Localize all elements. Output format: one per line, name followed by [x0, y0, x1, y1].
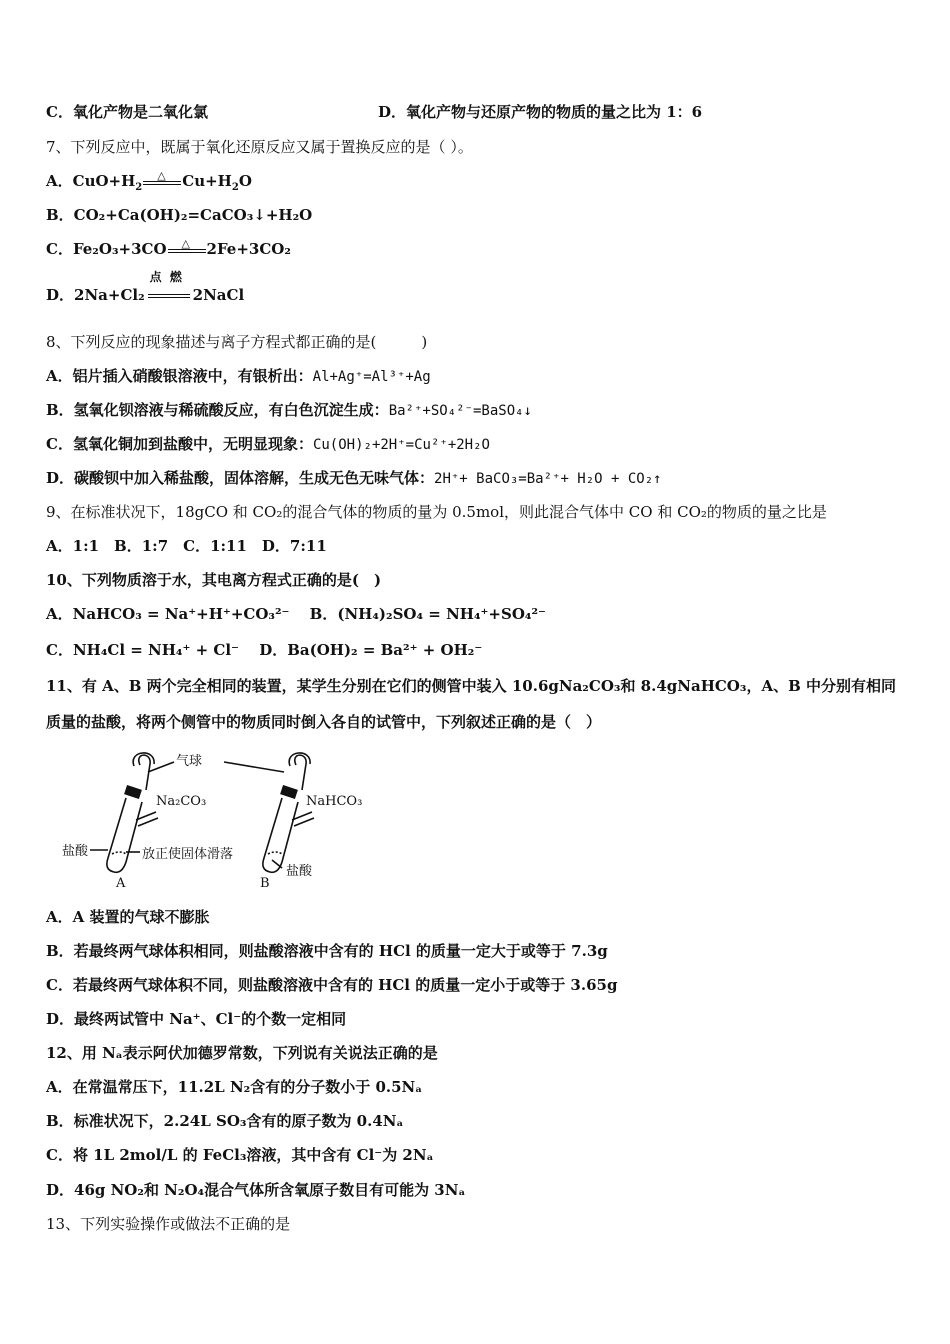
heat-condition: △ [168, 243, 206, 257]
question-7: 7、下列反应中，既属于氧化还原反应又属于置换反应的是（ ）。 [46, 138, 473, 156]
option-7c: C．Fe₂O₃+3CO △ 2Fe+3CO₂ [46, 237, 291, 258]
question-13: 13、下列实验操作或做法不正确的是 [46, 1215, 291, 1233]
tilt-label: 放正使固体滑落 [142, 847, 234, 862]
option-12d: D．46g NO₂和 N₂O₄混合气体所含氧原子数目有可能为 3Nₐ [46, 1181, 466, 1199]
acid-label-right: 盐酸 [286, 864, 313, 879]
question-11-line1: 11、有 A、B 两个完全相同的装置，某学生分别在它们的侧管中装入 10.6gNa₂CO₃和 8.4gNaHCO₃，A、B 中分别有相同 [46, 677, 896, 695]
na2co3-label: Na₂CO₃ [156, 794, 207, 809]
heat-condition: △ [143, 175, 181, 189]
apparatus-figure [56, 750, 366, 900]
option-8a: A．铝片插入硝酸银溶液中，有银析出：Al+Ag⁺=Al³⁺+Ag [46, 367, 431, 385]
apparatus-drawing [56, 750, 366, 900]
option-11d: D．最终两试管中 Na⁺、Cl⁻的个数一定相同 [46, 1010, 347, 1028]
question-8: 8、下列反应的现象描述与离子方程式都正确的是( ) [46, 333, 428, 351]
acid-label-left: 盐酸 [62, 844, 89, 859]
option-7a: A．$CuO+H_2$ △ $Cu+H_2O$ [46, 169, 252, 193]
option-8c: C．氢氧化铜加到盐酸中，无明显现象：Cu(OH)₂+2H⁺=Cu²⁺+2H₂O [46, 435, 490, 453]
option-11c: C．若最终两气球体积不同，则盐酸溶液中含有的 HCl 的质量一定小于或等于 3.65g [46, 976, 618, 994]
question-12: 12、用 Nₐ表示阿伏加德罗常数，下列说有关说法正确的是 [46, 1044, 438, 1062]
apparatus-label-b: B [260, 876, 270, 891]
options-9: A．1:1 B．1:7 C．1:11 D．7:11 [46, 537, 327, 555]
apparatus-label-a: A [116, 876, 126, 891]
option-12c: C．将 1L 2mol/L 的 FeCl₃溶液，其中含有 Cl⁻为 2Nₐ [46, 1146, 434, 1164]
option-6c: C．氧化产物是二氧化氯 [46, 103, 208, 121]
question-9: 9、在标准状况下，18gCO 和 CO₂的混合气体的物质的量为 0.5mol，则此混合气体中 CO 和 CO₂的物质的量之比是 [46, 503, 827, 521]
option-12b: B．标准状况下，2.24L SO₃含有的原子数为 0.4Nₐ [46, 1112, 404, 1130]
ignite-condition: 点 燃 [148, 289, 190, 303]
options-10cd: C．NH₄Cl = NH₄⁺ + Cl⁻ D．Ba(OH)₂ = Ba²⁺ + OH₂⁻ [46, 641, 483, 659]
option-12a: A．在常温常压下，11.2L N₂含有的分子数小于 0.5Nₐ [46, 1078, 423, 1096]
option-8d: D．碳酸钡中加入稀盐酸，固体溶解，生成无色无味气体：2H⁺+ BaCO₃=Ba²⁺+ H₂O + CO₂↑ [46, 469, 662, 487]
question-11-line2: 质量的盐酸，将两个侧管中的物质同时倒入各自的试管中，下列叙述正确的是（ ） [46, 713, 602, 731]
options-10ab: A．NaHCO₃ = Na⁺+H⁺+CO₃²⁻ B．(NH₄)₂SO₄ = NH₄⁺+SO₄²⁻ [46, 605, 546, 623]
option-11b: B．若最终两气球体积相同，则盐酸溶液中含有的 HCl 的质量一定大于或等于 7.3g [46, 942, 608, 960]
option-7d: D．2Na+Cl₂ 点 燃 2NaCl [46, 270, 245, 304]
option-7b: B．CO₂+Ca(OH)₂=CaCO₃↓+H₂O [46, 206, 313, 224]
question-10: 10、下列物质溶于水，其电离方程式正确的是( ) [46, 571, 382, 589]
option-11a: A．A 装置的气球不膨胀 [46, 908, 210, 926]
balloon-label: 气球 [176, 754, 203, 769]
option-6d: D．氧化产物与还原产物的物质的量之比为 1：6 [378, 103, 703, 121]
option-8b: B．氢氧化钡溶液与稀硫酸反应，有白色沉淀生成：Ba²⁺+SO₄²⁻=BaSO₄↓ [46, 401, 532, 419]
nahco3-label: NaHCO₃ [306, 794, 363, 809]
